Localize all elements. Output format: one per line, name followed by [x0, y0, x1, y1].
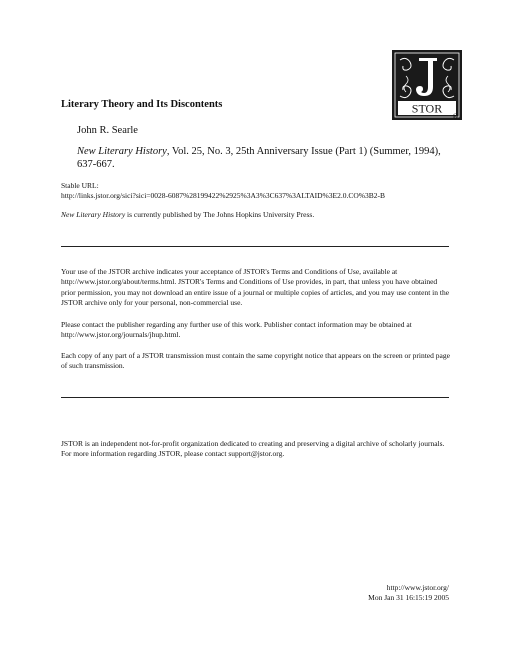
- footer: [368, 583, 449, 603]
- stable-url-block: [61, 181, 385, 201]
- article-author: John R. Searle: [77, 125, 138, 136]
- article-title: Literary Theory and Its Discontents: [61, 99, 223, 110]
- divider-bottom: [61, 397, 449, 398]
- footer-timestamp: Mon Jan 31 16:15:19 2005: [368, 593, 449, 602]
- footer-url[interactable]: http://www.jstor.org/: [386, 583, 449, 592]
- terms-paragraph-1: Your use of the JSTOR archive indicates your acceptance of JSTOR's Terms and Conditions of Use, available at http://www.jstor.org/about/terms.html. JSTOR's Terms and Conditions of Use provides, in part, that unless you have obtained prior permission, you may not download an entire issue of a journal or multiple copies of articles, and you may use content in the JSTOR archive only for your personal, non-commercial use.: [61, 267, 450, 307]
- stable-url-link[interactable]: http://links.jstor.org/sici?sici=0028-6087%28199422%2925%3A3%3C637%3ALTAID%3E2.0.CO%3B2-B: [61, 191, 386, 200]
- terms-paragraph-2: Please contact the publisher regarding any further use of this work. Publisher contact information may be obtained at http://www.jstor.org/journals/jhup.html.: [61, 320, 412, 340]
- citation-journal: New Literary History: [77, 146, 167, 157]
- publisher-line: [61, 210, 314, 219]
- publisher-journal: New Literary History: [61, 210, 126, 219]
- citation-details: , Vol. 25, No. 3, 25th Anniversary Issue (Part 1) (Summer, 1994), 637-667.: [77, 146, 441, 170]
- publisher-text: is currently published by The Johns Hopkins University Press.: [125, 210, 315, 219]
- divider-top: [61, 246, 449, 247]
- article-citation: [77, 146, 452, 171]
- jstor-logo-graphic: [392, 50, 462, 120]
- registered-mark: ®: [452, 113, 459, 121]
- logo-text: STOR: [411, 101, 443, 116]
- stable-url-label: Stable URL:: [61, 181, 99, 190]
- terms-paragraph-3: Each copy of any part of a JSTOR transmission must contain the same copyright notice that appears on the screen or printed page of such transmission.: [61, 351, 450, 371]
- jstor-logo-icon: [392, 50, 462, 120]
- about-jstor-paragraph: JSTOR is an independent not-for-profit organization dedicated to creating and preserving a digital archive of scholarly journals. For more information regarding JSTOR, please contact support@jstor.org.: [61, 439, 445, 459]
